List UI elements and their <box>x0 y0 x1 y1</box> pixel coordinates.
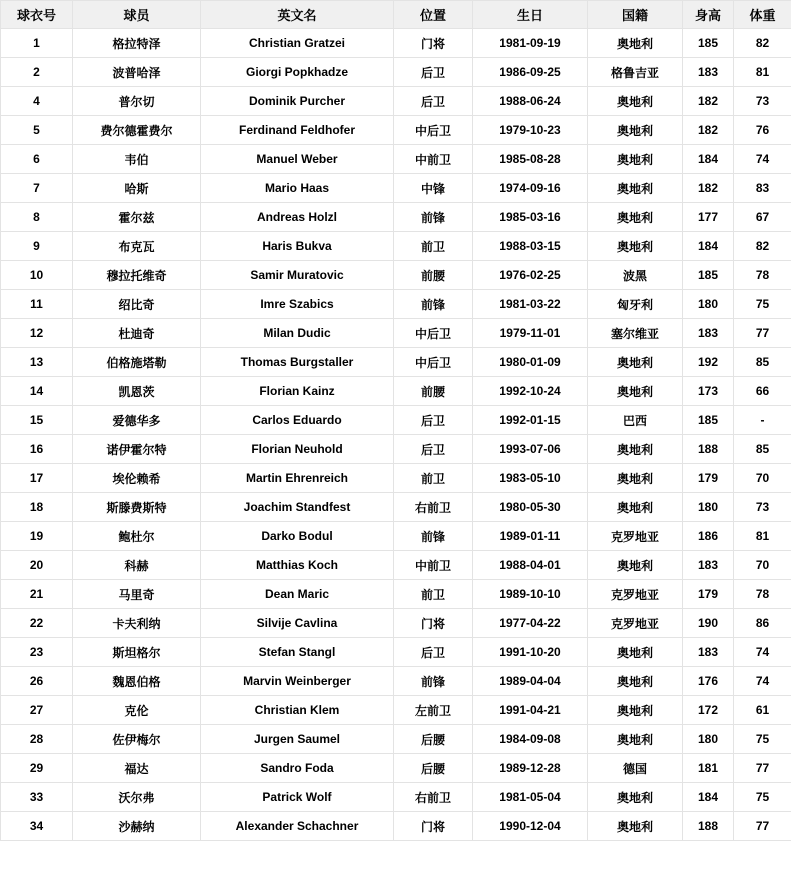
cell-jersey-number: 1 <box>1 29 73 58</box>
cell-weight: 77 <box>734 812 791 841</box>
cell-weight: 85 <box>734 348 791 377</box>
cell-jersey-number: 34 <box>1 812 73 841</box>
cell-jersey-number: 33 <box>1 783 73 812</box>
cell-jersey-number: 13 <box>1 348 73 377</box>
cell-birthday: 1985-08-28 <box>473 145 588 174</box>
cell-weight: 76 <box>734 116 791 145</box>
table-row <box>1 87 791 116</box>
cell-player: 克伦 <box>73 696 201 725</box>
cell-position: 门将 <box>394 29 473 58</box>
cell-birthday: 1991-10-20 <box>473 638 588 667</box>
cell-height: 180 <box>683 493 734 522</box>
cell-english-name: Thomas Burgstaller <box>201 348 394 377</box>
cell-weight: 82 <box>734 232 791 261</box>
cell-position: 后卫 <box>394 435 473 464</box>
cell-player: 费尔德霍费尔 <box>73 116 201 145</box>
cell-height: 188 <box>683 812 734 841</box>
cell-english-name: Giorgi Popkhadze <box>201 58 394 87</box>
table-row <box>1 435 791 464</box>
table-row <box>1 348 791 377</box>
cell-jersey-number: 12 <box>1 319 73 348</box>
cell-weight: 61 <box>734 696 791 725</box>
cell-height: 184 <box>683 232 734 261</box>
cell-player: 斯滕费斯特 <box>73 493 201 522</box>
cell-jersey-number: 23 <box>1 638 73 667</box>
cell-english-name: Florian Neuhold <box>201 435 394 464</box>
cell-english-name: Marvin Weinberger <box>201 667 394 696</box>
cell-birthday: 1979-11-01 <box>473 319 588 348</box>
cell-weight: 70 <box>734 551 791 580</box>
cell-height: 179 <box>683 464 734 493</box>
column-header-player: 球员 <box>73 1 201 29</box>
cell-jersey-number: 27 <box>1 696 73 725</box>
cell-position: 前腰 <box>394 377 473 406</box>
cell-position: 中后卫 <box>394 319 473 348</box>
cell-weight: 83 <box>734 174 791 203</box>
cell-nationality: 奥地利 <box>588 116 683 145</box>
cell-english-name: Imre Szabics <box>201 290 394 319</box>
cell-nationality: 奥地利 <box>588 696 683 725</box>
cell-nationality: 奥地利 <box>588 174 683 203</box>
cell-height: 188 <box>683 435 734 464</box>
cell-nationality: 匈牙利 <box>588 290 683 319</box>
cell-jersey-number: 21 <box>1 580 73 609</box>
cell-position: 前锋 <box>394 522 473 551</box>
cell-position: 后腰 <box>394 754 473 783</box>
cell-english-name: Patrick Wolf <box>201 783 394 812</box>
cell-player: 格拉特泽 <box>73 29 201 58</box>
cell-height: 182 <box>683 87 734 116</box>
cell-player: 伯格施塔勒 <box>73 348 201 377</box>
cell-nationality: 奥地利 <box>588 435 683 464</box>
cell-english-name: Samir Muratovic <box>201 261 394 290</box>
cell-height: 180 <box>683 725 734 754</box>
cell-position: 右前卫 <box>394 783 473 812</box>
cell-position: 前锋 <box>394 667 473 696</box>
cell-player: 韦伯 <box>73 145 201 174</box>
table-row <box>1 696 791 725</box>
cell-nationality: 格鲁吉亚 <box>588 58 683 87</box>
cell-birthday: 1981-09-19 <box>473 29 588 58</box>
table-body <box>1 29 791 841</box>
column-header-nationality: 国籍 <box>588 1 683 29</box>
cell-height: 185 <box>683 406 734 435</box>
cell-weight: 78 <box>734 580 791 609</box>
cell-nationality: 克罗地亚 <box>588 580 683 609</box>
cell-position: 中后卫 <box>394 116 473 145</box>
cell-nationality: 奥地利 <box>588 87 683 116</box>
cell-weight: 74 <box>734 638 791 667</box>
table-header <box>1 1 791 29</box>
cell-weight: - <box>734 406 791 435</box>
cell-player: 科赫 <box>73 551 201 580</box>
cell-birthday: 1989-04-04 <box>473 667 588 696</box>
cell-nationality: 奥地利 <box>588 232 683 261</box>
cell-nationality: 奥地利 <box>588 783 683 812</box>
cell-position: 左前卫 <box>394 696 473 725</box>
cell-height: 181 <box>683 754 734 783</box>
cell-jersey-number: 17 <box>1 464 73 493</box>
cell-english-name: Alexander Schachner <box>201 812 394 841</box>
column-header-weight: 体重 <box>734 1 791 29</box>
table-row <box>1 145 791 174</box>
cell-nationality: 奥地利 <box>588 667 683 696</box>
cell-english-name: Martin Ehrenreich <box>201 464 394 493</box>
cell-english-name: Ferdinand Feldhofer <box>201 116 394 145</box>
cell-weight: 75 <box>734 290 791 319</box>
cell-jersey-number: 29 <box>1 754 73 783</box>
table-row <box>1 754 791 783</box>
cell-nationality: 奥地利 <box>588 812 683 841</box>
cell-player: 沙赫纳 <box>73 812 201 841</box>
column-header-birthday: 生日 <box>473 1 588 29</box>
cell-weight: 70 <box>734 464 791 493</box>
table-row <box>1 406 791 435</box>
cell-jersey-number: 26 <box>1 667 73 696</box>
cell-player: 霍尔兹 <box>73 203 201 232</box>
table-row <box>1 377 791 406</box>
cell-birthday: 1991-04-21 <box>473 696 588 725</box>
cell-player: 爱德华多 <box>73 406 201 435</box>
cell-height: 177 <box>683 203 734 232</box>
cell-nationality: 奥地利 <box>588 638 683 667</box>
cell-birthday: 1976-02-25 <box>473 261 588 290</box>
cell-birthday: 1989-01-11 <box>473 522 588 551</box>
column-header-jersey-number: 球衣号 <box>1 1 73 29</box>
cell-height: 176 <box>683 667 734 696</box>
cell-nationality: 奥地利 <box>588 725 683 754</box>
cell-position: 中前卫 <box>394 551 473 580</box>
cell-english-name: Sandro Foda <box>201 754 394 783</box>
cell-english-name: Dominik Purcher <box>201 87 394 116</box>
cell-jersey-number: 11 <box>1 290 73 319</box>
cell-jersey-number: 9 <box>1 232 73 261</box>
cell-weight: 74 <box>734 145 791 174</box>
table-row <box>1 290 791 319</box>
table-row <box>1 493 791 522</box>
table-row <box>1 638 791 667</box>
table-row <box>1 551 791 580</box>
cell-jersey-number: 7 <box>1 174 73 203</box>
cell-english-name: Stefan Stangl <box>201 638 394 667</box>
cell-english-name: Florian Kainz <box>201 377 394 406</box>
cell-position: 中前卫 <box>394 145 473 174</box>
cell-player: 鲍杜尔 <box>73 522 201 551</box>
cell-birthday: 1989-12-28 <box>473 754 588 783</box>
cell-english-name: Milan Dudic <box>201 319 394 348</box>
cell-jersey-number: 4 <box>1 87 73 116</box>
cell-player: 布克瓦 <box>73 232 201 261</box>
cell-position: 后卫 <box>394 58 473 87</box>
cell-player: 普尔切 <box>73 87 201 116</box>
cell-english-name: Matthias Koch <box>201 551 394 580</box>
column-header-english-name: 英文名 <box>201 1 394 29</box>
cell-position: 后卫 <box>394 87 473 116</box>
column-header-height: 身高 <box>683 1 734 29</box>
cell-nationality: 奥地利 <box>588 29 683 58</box>
table-row <box>1 580 791 609</box>
table-row <box>1 174 791 203</box>
cell-birthday: 1974-09-16 <box>473 174 588 203</box>
cell-jersey-number: 8 <box>1 203 73 232</box>
cell-english-name: Carlos Eduardo <box>201 406 394 435</box>
cell-player: 卡夫利纳 <box>73 609 201 638</box>
cell-weight: 73 <box>734 87 791 116</box>
cell-jersey-number: 5 <box>1 116 73 145</box>
cell-birthday: 1988-06-24 <box>473 87 588 116</box>
table-row <box>1 203 791 232</box>
cell-player: 斯坦格尔 <box>73 638 201 667</box>
cell-weight: 75 <box>734 725 791 754</box>
cell-birthday: 1986-09-25 <box>473 58 588 87</box>
cell-birthday: 1992-10-24 <box>473 377 588 406</box>
cell-weight: 66 <box>734 377 791 406</box>
cell-nationality: 波黑 <box>588 261 683 290</box>
cell-player: 哈斯 <box>73 174 201 203</box>
cell-nationality: 奥地利 <box>588 377 683 406</box>
cell-weight: 81 <box>734 58 791 87</box>
cell-weight: 78 <box>734 261 791 290</box>
cell-height: 183 <box>683 58 734 87</box>
cell-jersey-number: 18 <box>1 493 73 522</box>
table-row <box>1 232 791 261</box>
table-row <box>1 522 791 551</box>
cell-jersey-number: 20 <box>1 551 73 580</box>
cell-position: 前卫 <box>394 232 473 261</box>
cell-birthday: 1984-09-08 <box>473 725 588 754</box>
cell-birthday: 1985-03-16 <box>473 203 588 232</box>
cell-weight: 82 <box>734 29 791 58</box>
cell-position: 前卫 <box>394 580 473 609</box>
cell-birthday: 1988-03-15 <box>473 232 588 261</box>
cell-jersey-number: 14 <box>1 377 73 406</box>
cell-birthday: 1979-10-23 <box>473 116 588 145</box>
cell-height: 184 <box>683 783 734 812</box>
cell-height: 183 <box>683 319 734 348</box>
cell-weight: 85 <box>734 435 791 464</box>
cell-height: 183 <box>683 551 734 580</box>
table-row <box>1 319 791 348</box>
table-row <box>1 667 791 696</box>
cell-height: 190 <box>683 609 734 638</box>
cell-position: 前锋 <box>394 290 473 319</box>
cell-birthday: 1983-05-10 <box>473 464 588 493</box>
cell-jersey-number: 19 <box>1 522 73 551</box>
cell-english-name: Dean Maric <box>201 580 394 609</box>
cell-nationality: 奥地利 <box>588 203 683 232</box>
cell-english-name: Manuel Weber <box>201 145 394 174</box>
cell-player: 佐伊梅尔 <box>73 725 201 754</box>
cell-weight: 67 <box>734 203 791 232</box>
cell-position: 门将 <box>394 609 473 638</box>
cell-birthday: 1981-05-04 <box>473 783 588 812</box>
cell-jersey-number: 15 <box>1 406 73 435</box>
cell-player: 马里奇 <box>73 580 201 609</box>
cell-birthday: 1992-01-15 <box>473 406 588 435</box>
cell-birthday: 1988-04-01 <box>473 551 588 580</box>
cell-weight: 81 <box>734 522 791 551</box>
cell-height: 180 <box>683 290 734 319</box>
cell-nationality: 奥地利 <box>588 464 683 493</box>
cell-jersey-number: 2 <box>1 58 73 87</box>
table-row <box>1 783 791 812</box>
cell-nationality: 奥地利 <box>588 145 683 174</box>
cell-height: 185 <box>683 29 734 58</box>
cell-position: 后腰 <box>394 725 473 754</box>
cell-height: 182 <box>683 116 734 145</box>
table-row <box>1 609 791 638</box>
cell-birthday: 1977-04-22 <box>473 609 588 638</box>
cell-nationality: 巴西 <box>588 406 683 435</box>
cell-birthday: 1981-03-22 <box>473 290 588 319</box>
cell-birthday: 1990-12-04 <box>473 812 588 841</box>
cell-nationality: 克罗地亚 <box>588 609 683 638</box>
table-row <box>1 261 791 290</box>
table-row <box>1 464 791 493</box>
cell-english-name: Jurgen Saumel <box>201 725 394 754</box>
cell-player: 杜迪奇 <box>73 319 201 348</box>
table-row <box>1 116 791 145</box>
cell-english-name: Haris Bukva <box>201 232 394 261</box>
cell-height: 192 <box>683 348 734 377</box>
cell-birthday: 1989-10-10 <box>473 580 588 609</box>
cell-jersey-number: 22 <box>1 609 73 638</box>
cell-english-name: Darko Bodul <box>201 522 394 551</box>
cell-nationality: 德国 <box>588 754 683 783</box>
cell-nationality: 奥地利 <box>588 493 683 522</box>
cell-height: 172 <box>683 696 734 725</box>
cell-position: 前腰 <box>394 261 473 290</box>
cell-position: 中锋 <box>394 174 473 203</box>
cell-height: 179 <box>683 580 734 609</box>
cell-height: 184 <box>683 145 734 174</box>
cell-position: 前锋 <box>394 203 473 232</box>
cell-birthday: 1980-05-30 <box>473 493 588 522</box>
cell-height: 173 <box>683 377 734 406</box>
cell-nationality: 奥地利 <box>588 551 683 580</box>
cell-weight: 77 <box>734 754 791 783</box>
cell-player: 波普哈泽 <box>73 58 201 87</box>
header-row <box>1 1 791 29</box>
cell-weight: 75 <box>734 783 791 812</box>
cell-english-name: Joachim Standfest <box>201 493 394 522</box>
cell-height: 186 <box>683 522 734 551</box>
table-row <box>1 812 791 841</box>
cell-position: 中后卫 <box>394 348 473 377</box>
cell-position: 前卫 <box>394 464 473 493</box>
cell-jersey-number: 6 <box>1 145 73 174</box>
cell-player: 穆拉托维奇 <box>73 261 201 290</box>
cell-player: 绍比奇 <box>73 290 201 319</box>
cell-weight: 74 <box>734 667 791 696</box>
cell-player: 魏恩伯格 <box>73 667 201 696</box>
cell-player: 凯恩茨 <box>73 377 201 406</box>
cell-nationality: 塞尔维亚 <box>588 319 683 348</box>
cell-height: 182 <box>683 174 734 203</box>
cell-player: 福达 <box>73 754 201 783</box>
cell-birthday: 1980-01-09 <box>473 348 588 377</box>
cell-position: 后卫 <box>394 406 473 435</box>
table-row <box>1 725 791 754</box>
cell-jersey-number: 16 <box>1 435 73 464</box>
table-row <box>1 29 791 58</box>
cell-player: 沃尔弗 <box>73 783 201 812</box>
cell-position: 门将 <box>394 812 473 841</box>
cell-height: 183 <box>683 638 734 667</box>
cell-position: 后卫 <box>394 638 473 667</box>
cell-player: 诺伊霍尔特 <box>73 435 201 464</box>
cell-english-name: Andreas Holzl <box>201 203 394 232</box>
cell-jersey-number: 10 <box>1 261 73 290</box>
cell-nationality: 克罗地亚 <box>588 522 683 551</box>
cell-jersey-number: 28 <box>1 725 73 754</box>
cell-weight: 86 <box>734 609 791 638</box>
cell-english-name: Christian Gratzei <box>201 29 394 58</box>
cell-height: 185 <box>683 261 734 290</box>
cell-nationality: 奥地利 <box>588 348 683 377</box>
cell-weight: 77 <box>734 319 791 348</box>
cell-player: 埃伦赖希 <box>73 464 201 493</box>
table-row <box>1 58 791 87</box>
cell-weight: 73 <box>734 493 791 522</box>
cell-english-name: Silvije Cavlina <box>201 609 394 638</box>
cell-birthday: 1993-07-06 <box>473 435 588 464</box>
cell-position: 右前卫 <box>394 493 473 522</box>
cell-english-name: Mario Haas <box>201 174 394 203</box>
cell-english-name: Christian Klem <box>201 696 394 725</box>
column-header-position: 位置 <box>394 1 473 29</box>
